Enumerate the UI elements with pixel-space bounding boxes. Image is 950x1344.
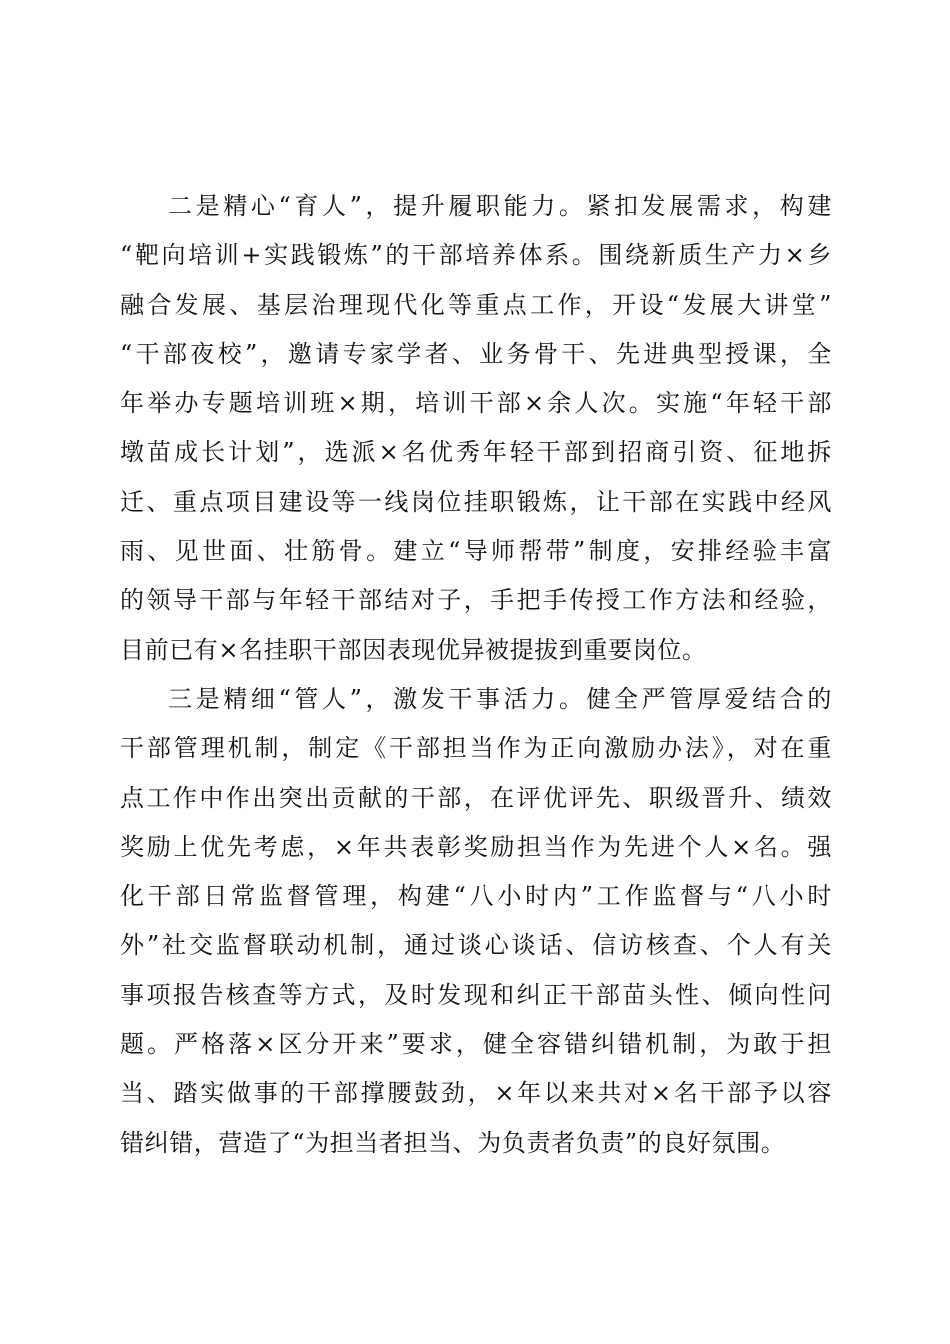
text-line: 目前已有×名挂职干部因表现优异被提拔到重要岗位。 xyxy=(120,635,707,664)
text-line: 错纠错，营造了“为担当者担当、为负责者负责”的良好氛围。 xyxy=(120,1128,786,1157)
text-line: 点工作中作出突出贡献的干部，在评优评先、职级晋升、绩效 xyxy=(120,783,832,812)
text-line: 融合发展、基层治理现代化等重点工作，开设“发展大讲堂” xyxy=(120,290,832,319)
text-line: 题。严格落×区分开来”要求，健全容错纠错机制，为敢于担 xyxy=(120,1030,832,1059)
text-line: 墩苗成长计划”，选派×名优秀年轻干部到招商引资、征地拆 xyxy=(120,438,832,467)
paragraph-management xyxy=(120,675,832,1168)
text-line: 年举办专题培训班×期，培训干部×余人次。实施“年轻干部 xyxy=(120,389,832,418)
document-body xyxy=(120,182,832,1168)
text-line: 当、踏实做事的干部撑腰鼓劲，×年以来共对×名干部予以容 xyxy=(120,1079,832,1108)
text-line: 外”社交监督联动机制，通过谈心谈话、信访核查、个人有关 xyxy=(120,931,832,960)
text-line: 二是精心“育人”，提升履职能力。紧扣发展需求，构建 xyxy=(168,192,832,220)
text-line: 干部管理机制，制定《干部担当作为正向激励办法》，对在重 xyxy=(120,734,832,763)
text-line: 奖励上优先考虑，×年共表彰奖励担当作为先进个人×名。强 xyxy=(120,832,832,861)
paragraph-training xyxy=(120,182,832,675)
text-line: “靶向培训+实践锻炼”的干部培养体系。围绕新质生产力×乡 xyxy=(120,241,832,270)
text-line: 事项报告核查等方式，及时发现和纠正干部苗头性、倾向性问 xyxy=(120,980,832,1009)
text-line: 雨、见世面、壮筋骨。建立“导师帮带”制度，安排经验丰富 xyxy=(120,537,832,566)
text-line: 迁、重点项目建设等一线岗位挂职锻炼，让干部在实践中经风 xyxy=(120,487,832,516)
text-line: 的领导干部与年轻干部结对子，手把手传授工作方法和经验， xyxy=(120,586,832,615)
text-line: “干部夜校”，邀请专家学者、业务骨干、先进典型授课，全 xyxy=(120,339,832,368)
text-line: 三是精细“管人”，激发干事活力。健全严管厚爱结合的 xyxy=(168,684,832,713)
text-line: 化干部日常监督管理，构建“八小时内”工作监督与“八小时 xyxy=(120,882,832,911)
